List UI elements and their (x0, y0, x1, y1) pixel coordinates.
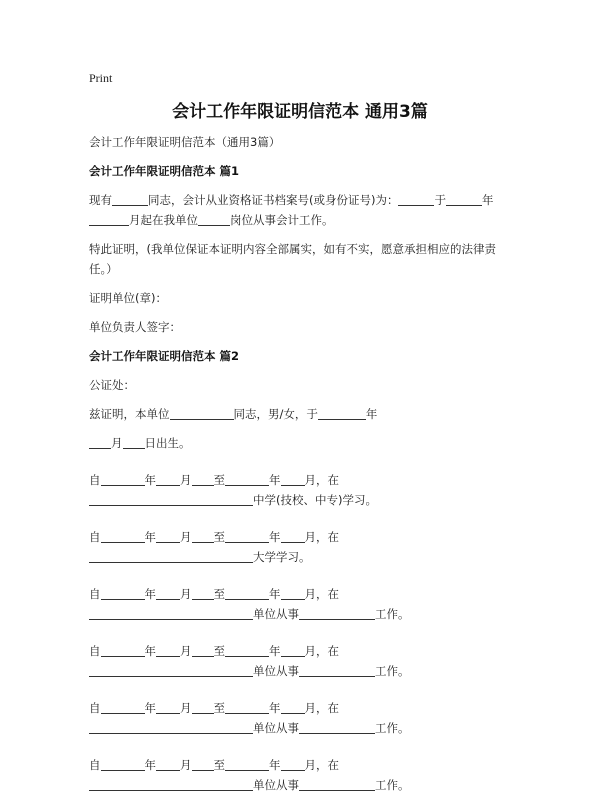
blank-field (89, 212, 129, 226)
period-entry (89, 641, 509, 681)
text: 工作。 (375, 607, 410, 621)
text: 年 (269, 473, 281, 487)
blank-field (123, 435, 145, 449)
text: 年 (269, 644, 281, 658)
text: 月 (111, 436, 123, 450)
blank-field (192, 757, 214, 771)
period-entry (89, 755, 509, 795)
text: 月 (180, 587, 192, 601)
text: 年 (365, 407, 378, 421)
text: ，在 (316, 473, 339, 487)
certifying-unit-line: 证明单位(章)： (89, 291, 167, 305)
blank-field (225, 529, 269, 543)
text: 年 (144, 587, 156, 601)
text: 月 (180, 644, 192, 658)
blank-field (156, 472, 180, 486)
text: 自 (89, 587, 101, 601)
text: ，在 (316, 530, 339, 544)
period-entry (89, 698, 509, 738)
print-label[interactable]: Print (89, 71, 113, 85)
text: 工作。 (375, 778, 410, 792)
blank-field (281, 472, 305, 486)
text: 现有 (89, 193, 112, 207)
blank-field (225, 700, 269, 714)
text: 日出生。 (144, 436, 191, 450)
text: 单位从事 (253, 607, 299, 621)
blank-field (225, 472, 269, 486)
blank-field (101, 643, 145, 657)
blank-field (299, 663, 375, 677)
blank-field (192, 700, 214, 714)
blank-field (318, 406, 366, 420)
blank-field (192, 643, 214, 657)
blank-field (89, 549, 253, 563)
blank-field (101, 472, 145, 486)
blank-field (156, 757, 180, 771)
text: 于 (434, 193, 446, 207)
blank-field (192, 472, 214, 486)
blank-field (89, 435, 111, 449)
blank-field (156, 586, 180, 600)
text: 自 (89, 473, 101, 487)
text: 月 (180, 701, 192, 715)
blank-field (192, 586, 214, 600)
text: 至 (213, 530, 225, 544)
blank-field (101, 757, 145, 771)
blank-field (299, 777, 375, 791)
salutation: 公证处： (89, 378, 135, 392)
blank-field (156, 700, 180, 714)
text: 工作。 (375, 664, 410, 678)
text: 岗位从事会计工作。 (230, 213, 334, 227)
blank-field (101, 529, 145, 543)
text: 自 (89, 644, 101, 658)
text: ，在 (316, 758, 339, 772)
blank-field (281, 643, 305, 657)
document-body (89, 132, 509, 804)
text: 至 (213, 587, 225, 601)
text: 月 (180, 758, 192, 772)
text: 单位从事 (253, 664, 299, 678)
text: 月 (304, 758, 316, 772)
blank-field (281, 529, 305, 543)
section1-paragraph2: 特此证明，(我单位保证本证明内容全部属实，如有不实，愿意承担相应的法律责任。） (89, 242, 496, 276)
blank-field (170, 406, 234, 420)
text: 年 (269, 530, 281, 544)
text: 年 (144, 530, 156, 544)
section1-heading: 会计工作年限证明信范本 篇1 (89, 164, 240, 178)
text: ，在 (316, 587, 339, 601)
text: 中学(技校、中专)学习。 (253, 493, 377, 507)
text: 大学学习。 (253, 550, 311, 564)
text: 月 (304, 701, 316, 715)
period-entry (89, 470, 509, 510)
text: 至 (213, 758, 225, 772)
text: 自 (89, 530, 101, 544)
text: 月 (304, 530, 316, 544)
section2-heading: 会计工作年限证明信范本 篇2 (89, 349, 240, 363)
text: 兹证明，本单位 (89, 407, 170, 421)
period-entry (89, 584, 509, 624)
text: 单位从事 (253, 721, 299, 735)
blank-field (281, 757, 305, 771)
text: 至 (213, 701, 225, 715)
text: 年 (144, 644, 156, 658)
text: 同志，男/女，于 (233, 407, 318, 421)
text: 年 (144, 473, 156, 487)
text: ，在 (316, 644, 339, 658)
blank-field (101, 700, 145, 714)
blank-field (225, 757, 269, 771)
text: 年 (144, 701, 156, 715)
blank-field (446, 192, 482, 206)
text: 自 (89, 701, 101, 715)
section1-paragraph1 (89, 190, 509, 230)
blank-field (89, 606, 253, 620)
text: 年 (481, 193, 494, 207)
blank-field (198, 212, 230, 226)
blank-field (89, 492, 253, 506)
blank-field (156, 643, 180, 657)
text: 年 (269, 758, 281, 772)
blank-field (156, 529, 180, 543)
blank-field (89, 720, 253, 734)
certify-line (89, 404, 509, 424)
text: 月 (180, 473, 192, 487)
text: 至 (213, 473, 225, 487)
birth-line (89, 433, 509, 453)
blank-field (281, 700, 305, 714)
period-entry (89, 527, 509, 567)
blank-field (281, 586, 305, 600)
blank-field (89, 777, 253, 791)
signature-line: 单位负责人签字： (89, 320, 181, 334)
text: 至 (213, 644, 225, 658)
intro-line: 会计工作年限证明信范本（通用3篇） (89, 135, 281, 149)
blank-field (299, 606, 375, 620)
text: 年 (144, 758, 156, 772)
text: 同志，会计从业资格证书档案号(或身份证号)为： (148, 193, 399, 207)
text: 单位从事 (253, 778, 299, 792)
text: 年 (269, 587, 281, 601)
blank-field (192, 529, 214, 543)
text: 自 (89, 758, 101, 772)
text: 月起在我单位 (129, 213, 198, 227)
blank-field (112, 192, 148, 206)
text: 月 (304, 473, 316, 487)
text: 年 (269, 701, 281, 715)
text: 月 (304, 644, 316, 658)
text: 工作。 (375, 721, 410, 735)
page-title: 会计工作年限证明信范本 通用3篇 (172, 102, 428, 122)
blank-field (101, 586, 145, 600)
text: 月 (180, 530, 192, 544)
text: 月 (304, 587, 316, 601)
text: ，在 (316, 701, 339, 715)
blank-field (299, 720, 375, 734)
blank-field (398, 192, 434, 206)
blank-field (225, 586, 269, 600)
blank-field (225, 643, 269, 657)
blank-field (89, 663, 253, 677)
